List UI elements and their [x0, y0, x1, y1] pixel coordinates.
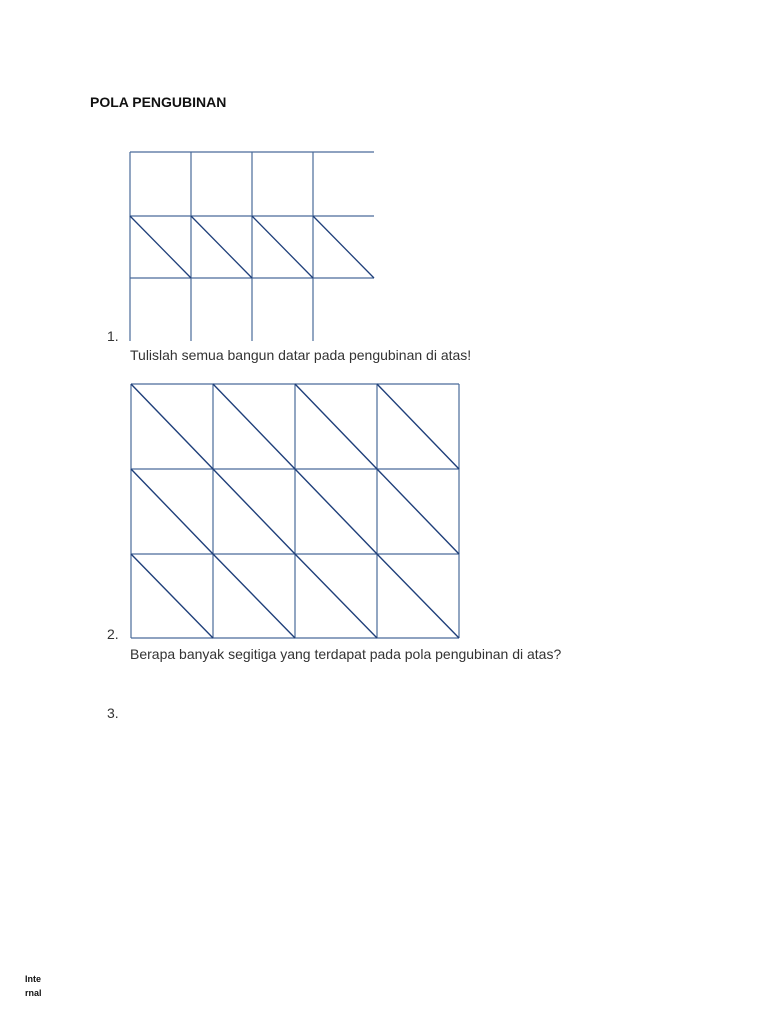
item-number-2: 2.: [107, 626, 119, 642]
question-1: Tulislah semua bangun datar pada pengubinan di atas!: [130, 347, 472, 363]
tiling-figure-1: [128, 151, 376, 343]
item-number-1: 1.: [107, 328, 119, 344]
item-number-3: 3.: [107, 705, 119, 721]
classification-line-1: Inte: [25, 974, 42, 984]
classification-line-2: rnal: [25, 988, 42, 998]
document-title: POLA PENGUBINAN: [90, 94, 227, 110]
classification-label: [25, 972, 42, 1000]
tiling-figure-2: [128, 382, 462, 640]
question-2: Berapa banyak segitiga yang terdapat pada pola pengubinan di atas?: [130, 646, 562, 662]
